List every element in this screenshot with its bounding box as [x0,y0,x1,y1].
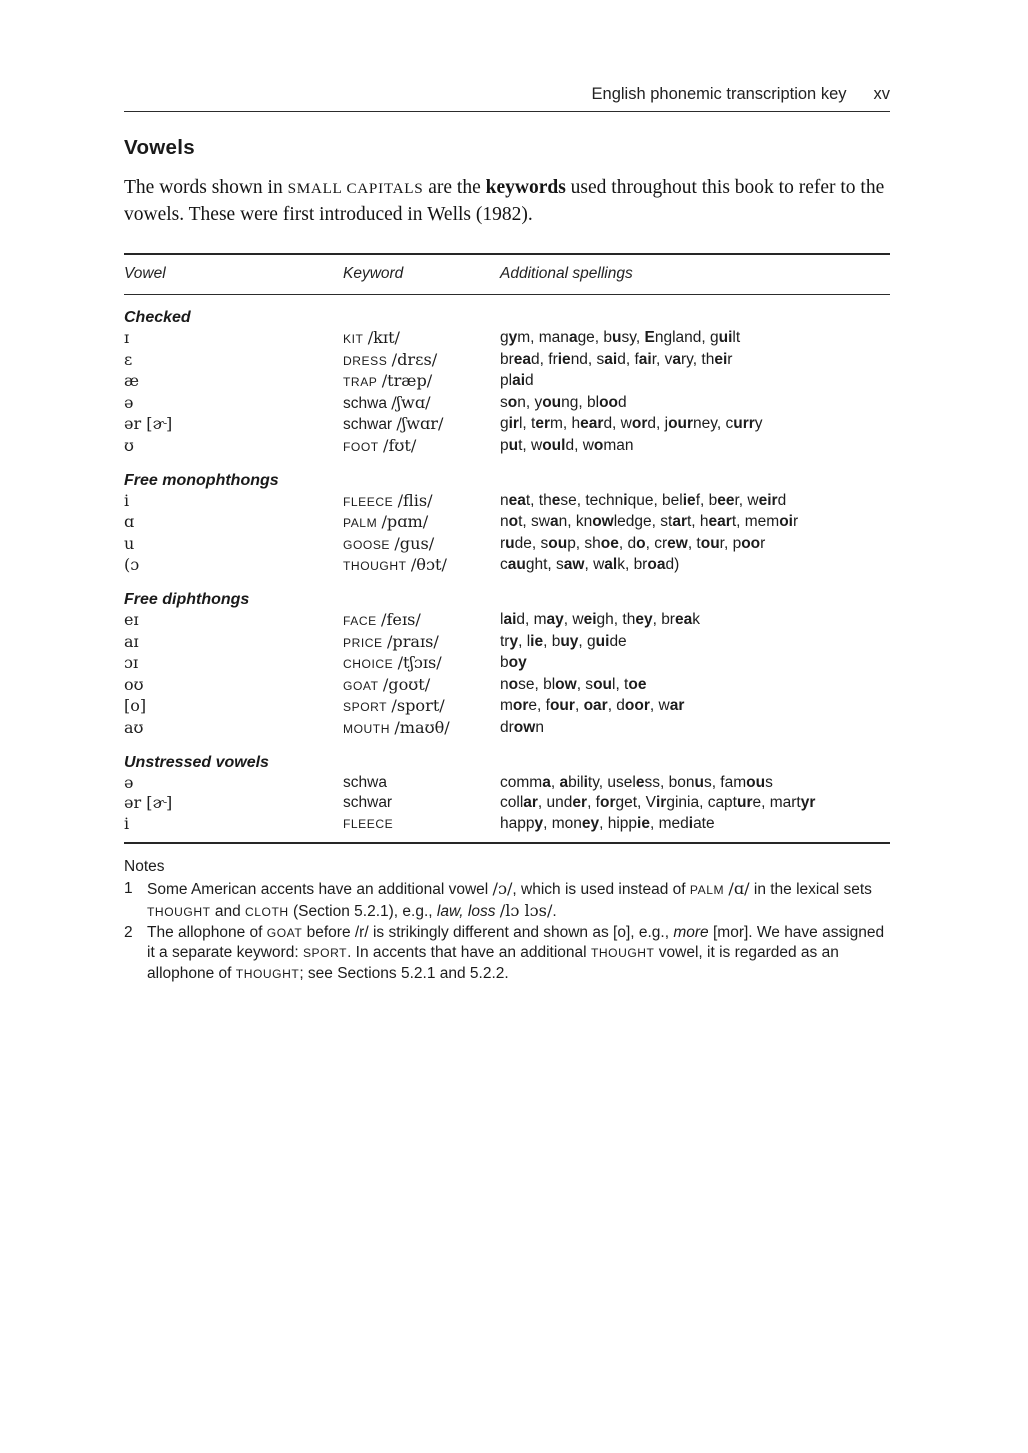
vowel-symbol-cell: (ɔ [124,555,140,575]
keyword-cell: THOUGHT /θɔt/ [343,555,447,575]
table-header-rule [124,294,890,295]
note-text: Some American accents have an additional vowel /ɔ/, which is used instead of PALM /ɑ/ in the lexical sets THOUGHT and CLOTH (Section 5.2.1), e.g., law, loss /lɔ lɔs/. [147,879,872,920]
note-item [124,879,890,923]
keyword-cell: SPORT /sport/ [343,696,445,716]
table-section-heading-free-diphthongs: Free diphthongs [124,590,250,608]
table-row [124,555,890,577]
spellings-cell: drown [500,718,544,736]
spellings-cell: happy, money, hippie, mediate [500,814,715,832]
vowel-symbol-cell: ə [124,772,134,792]
keyword-cell: GOOSE /gus/ [343,533,435,553]
vowel-symbol-cell: eɪ [124,609,139,629]
vowel-symbol-cell: ər [ɚ] [124,793,173,813]
table-row [124,653,890,675]
table-row [124,350,890,372]
keyword-cell: schwar [343,794,393,812]
table-row [124,793,890,814]
keyword-cell: FLEECE /flis/ [343,490,433,510]
table-header-row [124,255,890,294]
note-item [124,923,890,985]
spellings-cell: put, would, woman [500,436,634,454]
table-section-heading-unstressed-vowels: Unstressed vowels [124,753,269,771]
keyword-cell: schwa [343,773,387,791]
notes-section [124,857,890,985]
page-content [124,0,890,985]
vowel-symbol-cell: ə [124,392,134,412]
spellings-cell: try, lie, buy, guide [500,632,627,650]
vowel-symbol-cell: æ [124,371,140,391]
table-row [124,491,890,513]
table-row [124,610,890,632]
spellings-cell: laid, may, weigh, they, break [500,610,700,628]
spellings-cell: plaid [500,372,534,390]
table-row [124,814,890,835]
vowel-symbol-cell: i [124,490,130,510]
vowel-symbol-cell: ɪ [124,328,130,347]
keyword-cell: KIT /kɪt/ [343,328,400,347]
table-row [124,675,890,697]
note-number: 1 [124,880,133,898]
column-header-vowel: Vowel [124,265,166,282]
vowel-symbol-cell: [o] [124,696,147,716]
keyword-cell: PRICE /praɪs/ [343,631,439,651]
page-number: xv [873,85,890,103]
keyword-cell: FACE /feɪs/ [343,609,421,629]
spellings-cell: son, young, blood [500,393,627,411]
note-number: 2 [124,923,133,941]
note-text: The allophone of GOAT before /r/ is strikingly different and shown as [o], e.g., more [mor]. We have assigned it a separate keyword: SPORT. In accents that have an additional THOUGHT vowel, it is regarded as an allophone of THOUGHT; see Sections 5.2.1 and 5.2.2. [147,923,885,983]
spellings-cell: bread, friend, said, fair, vary, their [500,350,733,368]
keyword-cell: MOUTH /maʊθ/ [343,717,450,737]
keyword-cell: CHOICE /tʃɔɪs/ [343,653,442,673]
vowel-symbol-cell: i [124,813,130,833]
vowel-symbol-cell: ər [ɚ] [124,414,173,434]
vowel-symbol-cell: aɪ [124,631,139,651]
vowel-symbol-cell: ɛ [124,349,133,369]
spellings-cell: girl, term, heard, word, journey, curry [500,415,763,433]
running-head [124,0,890,104]
spellings-cell: rude, soup, shoe, do, crew, tour, poor [500,534,766,552]
table-row [124,512,890,534]
spellings-cell: more, four, oar, door, war [500,697,685,715]
intro-paragraph: The words shown in SMALL CAPITALS are the keywords used throughout this book to refer to the vowels. These were first introduced in Wells (1982). [124,177,885,225]
running-head-title: English phonemic transcription key [591,85,847,103]
notes-title: Notes [124,858,165,876]
spellings-cell: caught, saw, walk, broad) [500,556,680,574]
keyword-cell: FLEECE [343,816,394,831]
vowel-symbol-cell: ɑ [124,512,135,532]
table-row [124,436,890,458]
column-header-additional-spellings: Additional spellings [500,265,633,282]
vowel-symbol-cell: oʊ [124,674,144,694]
table-section-heading-free-monophthongs: Free monophthongs [124,471,279,489]
table-row [124,696,890,718]
vowel-symbol-cell: aʊ [124,717,144,737]
keyword-cell: schwa /ʃwɑ/ [343,392,431,412]
table-row [124,632,890,654]
spellings-cell: boy [500,654,527,672]
table-row [124,773,890,794]
spellings-cell: comma, ability, useless, bonus, famous [500,773,773,791]
table-bottom-rule [124,842,890,844]
table-row [124,534,890,556]
keyword-cell: schwar /ʃwɑr/ [343,414,444,434]
spellings-cell: nose, blow, soul, toe [500,675,647,693]
keyword-cell: PALM /pɑm/ [343,512,429,532]
table-section-heading-checked: Checked [124,309,191,326]
keyword-cell: GOAT /goʊt/ [343,674,431,694]
keyword-cell: TRAP /træp/ [343,371,433,391]
page-title: Vowels [124,136,195,159]
keyword-cell: DRESS /drɛs/ [343,349,438,369]
vowel-symbol-cell: ʊ [124,435,134,455]
spellings-cell: collar, under, forget, Virginia, capture, martyr [500,794,816,812]
spellings-cell: neat, these, technique, belief, beer, weird [500,491,787,509]
column-header-keyword: Keyword [343,265,404,282]
table-row [124,718,890,740]
table-row [124,414,890,436]
header-rule [124,111,890,112]
spellings-cell: not, swan, knowledge, start, heart, memoir [500,513,799,531]
spellings-cell: gym, manage, busy, England, guilt [500,329,741,346]
keyword-cell: FOOT /fʊt/ [343,435,417,455]
table-row [124,393,890,415]
vowel-symbol-cell: ɔɪ [124,653,139,673]
table-row [124,371,890,393]
vowel-table [124,253,890,844]
vowel-symbol-cell: u [124,533,135,553]
table-row [124,328,890,350]
